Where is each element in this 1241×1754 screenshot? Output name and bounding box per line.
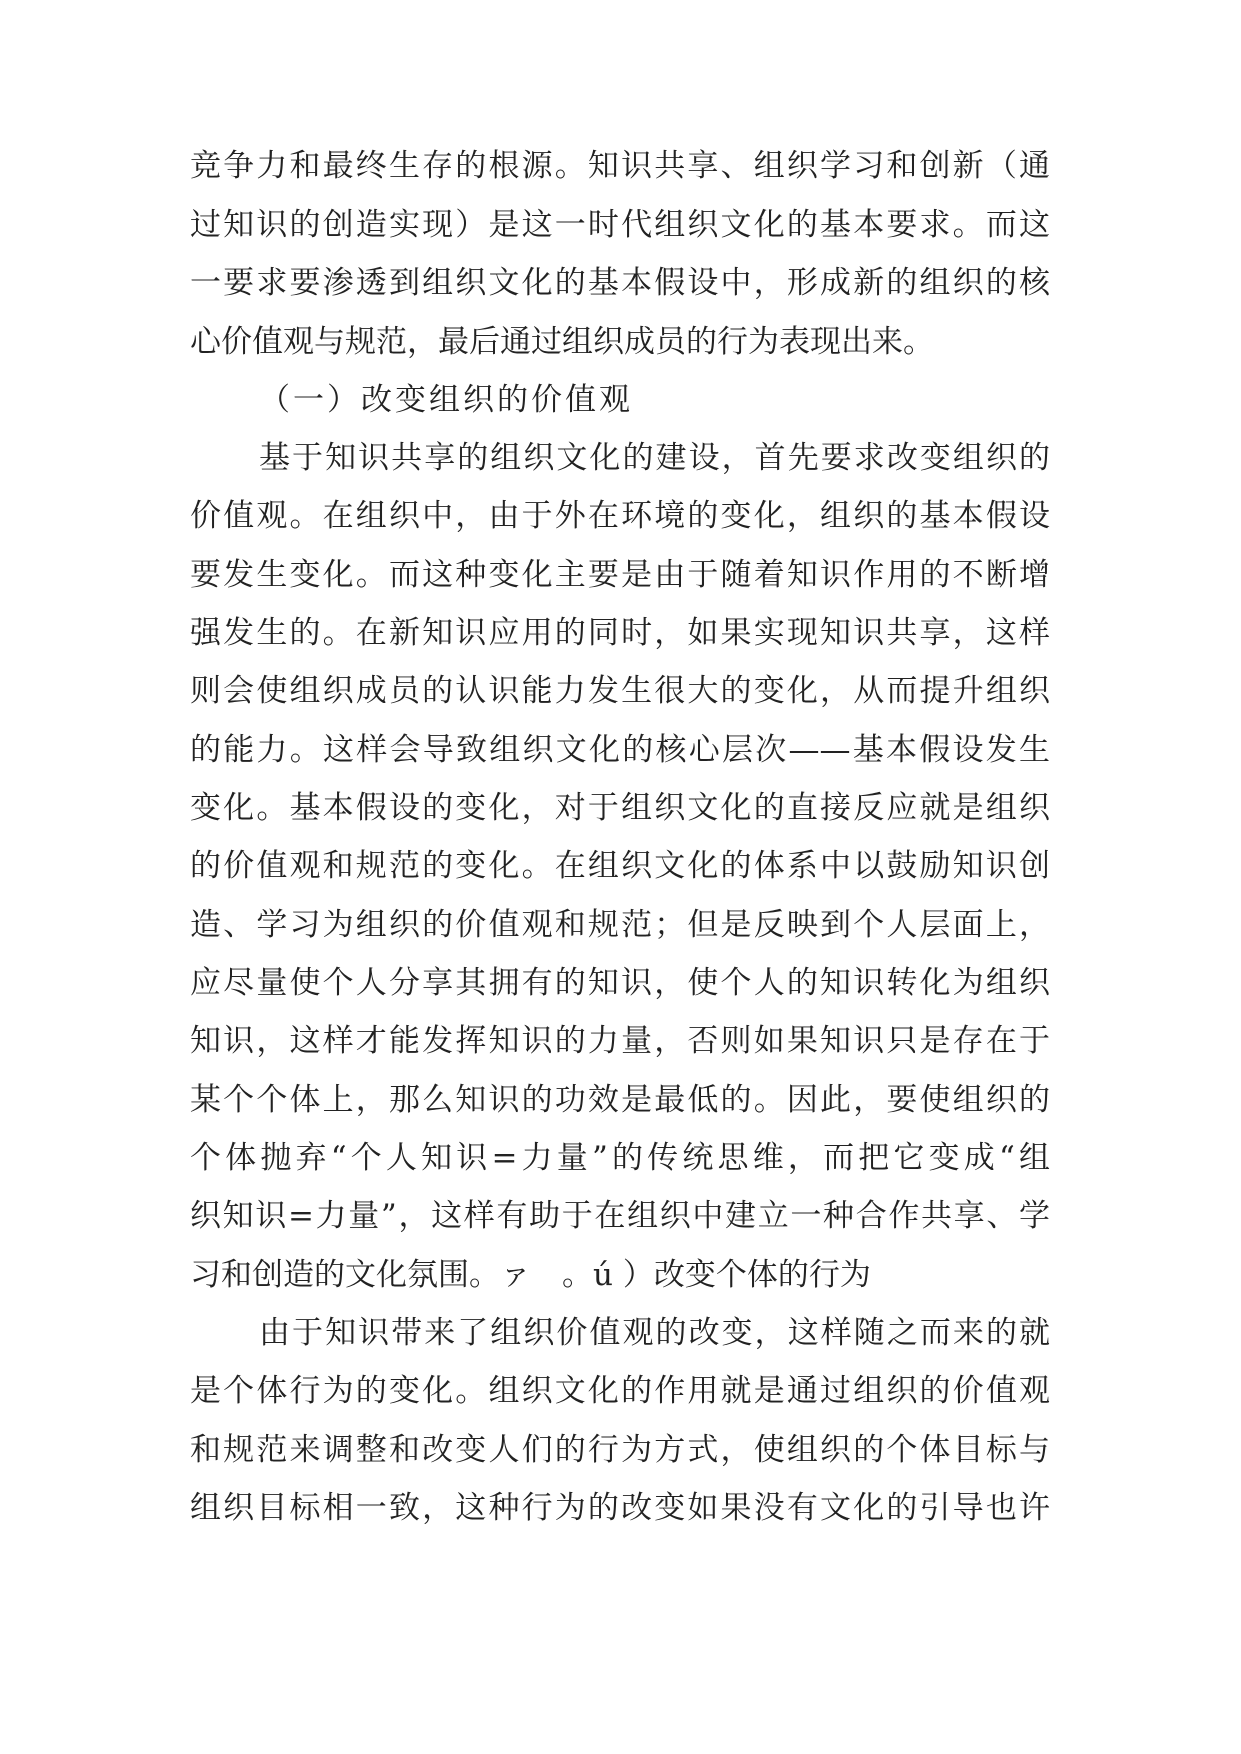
text-line: 要发生变化。而这种变化主要是由于随着知识作用的不断增 xyxy=(190,557,1050,593)
text-line: 习和创造的文化氛围。ァ 。ú ）改变个体的行为 xyxy=(190,1257,871,1293)
text-line: 竞争力和最终生存的根源。知识共享、组织学习和创新（通 xyxy=(190,148,1050,184)
text-line: 某个个体上，那么知识的功效是最低的。因此，要使组织的 xyxy=(190,1082,1050,1118)
text-line: 心价值观与规范，最后通过组织成员的行为表现出来。 xyxy=(190,324,934,360)
text-line: 一要求要渗透到组织文化的基本假设中，形成新的组织的核 xyxy=(190,265,1050,301)
text-line: 则会使组织成员的认识能力发生很大的变化，从而提升组织 xyxy=(190,673,1050,709)
text-line: 是个体行为的变化。组织文化的作用就是通过组织的价值观 xyxy=(190,1373,1050,1409)
text-line: 价值观。在组织中，由于外在环境的变化，组织的基本假设 xyxy=(190,498,1050,534)
text-line: 过知识的创造实现）是这一时代组织文化的基本要求。而这 xyxy=(190,207,1050,243)
text-line: 应尽量使个人分享其拥有的知识，使个人的知识转化为组织 xyxy=(190,965,1050,1001)
section-heading: （一）改变组织的价值观 xyxy=(259,382,633,418)
text-line: 造、学习为组织的价值观和规范；但是反映到个人层面上， xyxy=(190,907,1050,943)
paragraph-first-line: 由于知识带来了组织价值观的改变，这样随之而来的就 xyxy=(259,1315,1050,1351)
text-line: 织知识=力量”，这样有助于在组织中建立一种合作共享、学 xyxy=(190,1198,1050,1234)
text-line: 强发生的。在新知识应用的同时，如果实现知识共享，这样 xyxy=(190,615,1050,651)
text-line: 的价值观和规范的变化。在组织文化的体系中以鼓励知识创 xyxy=(190,848,1050,884)
paragraph-first-line: 基于知识共享的组织文化的建设，首先要求改变组织的 xyxy=(259,440,1050,476)
text-line: 个体抛弃“个人知识=力量”的传统思维，而把它变成“组 xyxy=(190,1140,1050,1176)
text-line: 组织目标相一致，这种行为的改变如果没有文化的引导也许 xyxy=(190,1490,1050,1526)
text-line: 知识，这样才能发挥知识的力量，否则如果知识只是存在于 xyxy=(190,1023,1050,1059)
text-line: 的能力。这样会导致组织文化的核心层次——基本假设发生 xyxy=(190,732,1050,768)
text-line: 和规范来调整和改变人们的行为方式，使组织的个体目标与 xyxy=(190,1432,1050,1468)
text-line: 变化。基本假设的变化，对于组织文化的直接反应就是组织 xyxy=(190,790,1050,826)
